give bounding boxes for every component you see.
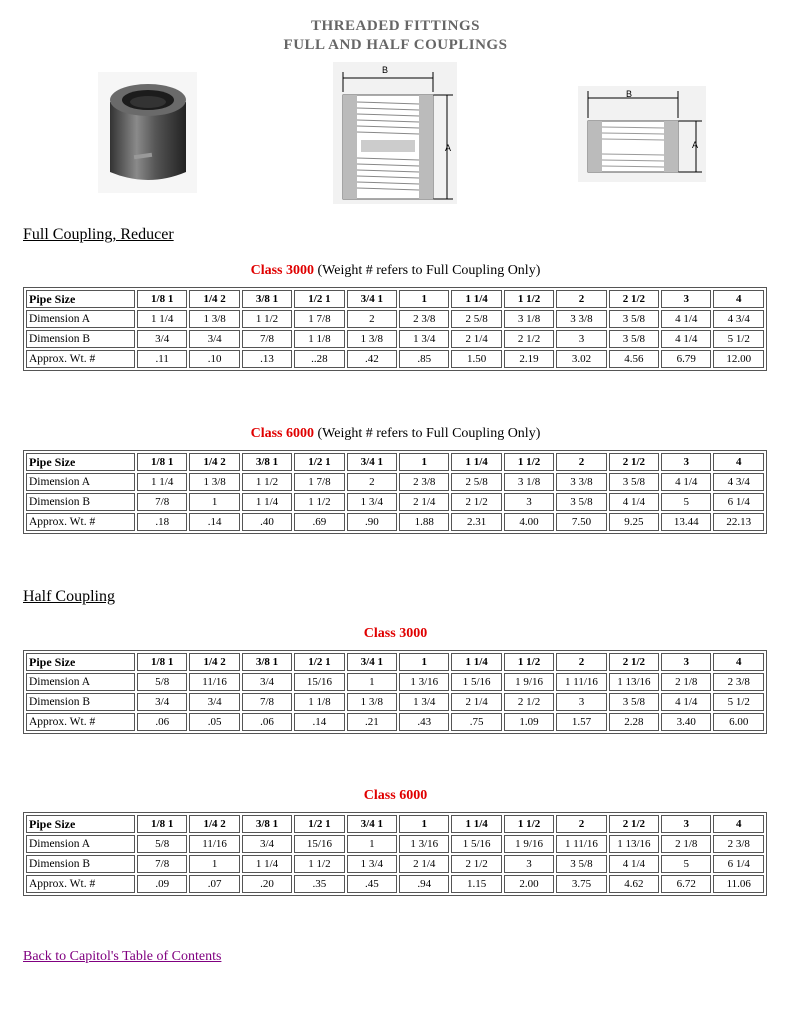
table-cell: 1 1/4 [451,653,501,671]
row-label: Pipe Size [26,290,135,308]
table-cell: 1.50 [451,350,501,368]
dim-b-label-half: B [626,89,633,99]
table-cell: .45 [347,875,397,893]
table-cell: 12.00 [713,350,764,368]
class-label: Class 3000 [363,626,428,641]
table-cell: 4.62 [609,875,659,893]
table-cell: 5 1/2 [713,330,764,348]
table-cell: 2.00 [504,875,554,893]
table-cell: 1 [399,453,449,471]
table-cell: 5 [661,493,711,511]
table-row [26,330,764,348]
table-cell: 1 13/16 [609,835,659,853]
table-cell: 2 1/2 [504,330,554,348]
table-row [26,673,764,691]
table-cell: 5/8 [137,673,187,691]
table-cell: 3 1/8 [504,310,554,328]
table-cell: 1 5/16 [451,835,501,853]
table-cell: 2 1/2 [609,653,659,671]
table-cell: 1/2 1 [294,653,344,671]
table-cell: 2.19 [504,350,554,368]
table-cell: 1/4 2 [189,290,239,308]
table-cell: 3 5/8 [609,473,659,491]
class-label: Class 3000 [250,263,315,278]
header-row [26,290,764,308]
table-cell: .35 [294,875,344,893]
section-full-coupling: Full Coupling, Reducer [23,226,174,243]
table-cell: .14 [189,513,239,531]
table-cell: 1 1/4 [137,310,187,328]
table-cell: .18 [137,513,187,531]
row-label: Dimension A [26,835,135,853]
table-cell: 1 3/8 [189,310,239,328]
table-cell: .07 [189,875,239,893]
table-cell: 2 [556,653,606,671]
table-cell: 9.25 [609,513,659,531]
table-cell: 1 1/4 [242,493,292,511]
table-cell: 1 3/4 [399,330,449,348]
table-cell: 6.00 [713,713,764,731]
row-label: Approx. Wt. # [26,713,135,731]
table-cell: 1 1/2 [242,310,292,328]
table-cell: .85 [399,350,449,368]
table-cell: 1/2 1 [294,290,344,308]
table-cell: 3 [661,453,711,471]
table-cell: 7/8 [242,330,292,348]
table-cell: 4 1/4 [661,693,711,711]
table-cell: 1 3/8 [347,330,397,348]
table-cell: 1 9/16 [504,835,554,853]
table-cell: 22.13 [713,513,764,531]
spec-table [23,287,767,371]
table-cell: 4 [713,290,764,308]
table-cell: 4 3/4 [713,310,764,328]
table-cell: 2 1/4 [399,855,449,873]
half-coupling-diagram [578,86,706,182]
table-cell: 2 1/2 [609,290,659,308]
table-cell: 1/4 2 [189,815,239,833]
table-cell: 1 1/8 [294,330,344,348]
table-cell: 3/8 1 [242,815,292,833]
table-cell: 2 [556,815,606,833]
table-cell: 1 3/16 [399,835,449,853]
table-cell: 1 [347,673,397,691]
table-cell: 2 [347,473,397,491]
table-cell: 1 3/4 [347,493,397,511]
table-cell: 1 [399,815,449,833]
table-cell: 1/8 1 [137,653,187,671]
table-cell: 2.28 [609,713,659,731]
table-cell: 1 1/4 [137,473,187,491]
header-row [26,453,764,471]
class-heading [0,263,791,279]
table-cell: 1 5/16 [451,673,501,691]
table-cell: 3 3/8 [556,310,606,328]
section-half-coupling: Half Coupling [23,588,115,605]
table-cell: 1 [189,855,239,873]
table-row [26,493,764,511]
row-label: Dimension B [26,855,135,873]
table-cell: 3.02 [556,350,606,368]
table-cell: 3 [556,693,606,711]
table-cell: 4.56 [609,350,659,368]
table-cell: 4 1/4 [609,855,659,873]
table-cell: 2 1/8 [661,835,711,853]
table-cell: 11/16 [189,835,239,853]
table-cell: 6 1/4 [713,855,764,873]
page-subtitle: FULL AND HALF COUPLINGS [283,37,508,53]
table-cell: 3/4 [137,330,187,348]
table-cell: 1 3/4 [347,855,397,873]
row-label: Approx. Wt. # [26,513,135,531]
table-cell: 1 1/8 [294,693,344,711]
table-cell: 2 3/8 [399,310,449,328]
table-cell: 3 5/8 [556,493,606,511]
table-row [26,513,764,531]
row-label: Pipe Size [26,453,135,471]
table-row [26,693,764,711]
table-cell: 1 11/16 [556,835,606,853]
table-cell: 2 1/4 [399,493,449,511]
header-row [26,653,764,671]
table-cell: 11.06 [713,875,764,893]
table-cell: 5 [661,855,711,873]
table-cell: .09 [137,875,187,893]
table-cell: 2 [556,453,606,471]
table-cell: 3 [504,493,554,511]
full-coupling-diagram [333,62,457,204]
table-cell: 2 [556,290,606,308]
dim-a-label: A [445,143,452,153]
spec-table [23,812,767,896]
table-cell: 2 1/8 [661,673,711,691]
page-title: THREADED FITTINGS [311,18,480,34]
table-cell: 7/8 [242,693,292,711]
table-cell: 3 5/8 [609,330,659,348]
table-cell: 3/8 1 [242,453,292,471]
table-cell: .10 [189,350,239,368]
table-cell: 15/16 [294,673,344,691]
table-cell: 4 [713,653,764,671]
table-cell: 2 3/8 [399,473,449,491]
table-cell: 4 1/4 [609,493,659,511]
class-label: Class 6000 [363,788,428,803]
table-cell: 3/4 [137,693,187,711]
table-cell: 3 3/8 [556,473,606,491]
table-cell: 3.40 [661,713,711,731]
class-label: Class 6000 [250,426,315,441]
table-cell: 2 1/2 [451,493,501,511]
table-cell: .42 [347,350,397,368]
table-cell: .40 [242,513,292,531]
table-cell: .05 [189,713,239,731]
table-cell: .14 [294,713,344,731]
table-cell: 2 1/4 [451,693,501,711]
class-heading [0,626,791,642]
table-cell: 2 [347,310,397,328]
table-cell: 1 1/4 [451,453,501,471]
spec-table [23,650,767,734]
table-cell: .13 [242,350,292,368]
coupling-photo [98,72,197,193]
table-cell: 3.75 [556,875,606,893]
table-cell: 4 1/4 [661,473,711,491]
table-cell: 15/16 [294,835,344,853]
row-label: Dimension A [26,673,135,691]
table-cell: .11 [137,350,187,368]
table-cell: 2 1/2 [609,453,659,471]
table-cell: 4 [713,453,764,471]
table-row [26,835,764,853]
table-cell: 1 3/16 [399,673,449,691]
table-cell: 3 [661,815,711,833]
table-cell: 4 1/4 [661,330,711,348]
table-cell: .90 [347,513,397,531]
table-cell: 1 1/4 [242,855,292,873]
table-cell: 3 1/8 [504,473,554,491]
header-row [26,815,764,833]
table-cell: 1 1/4 [451,815,501,833]
table-cell: 1 1/2 [294,855,344,873]
dim-a-label-half: A [692,140,699,150]
table-cell: 3 5/8 [609,310,659,328]
table-cell: 6.79 [661,350,711,368]
table-cell: 4 1/4 [661,310,711,328]
table-cell: 2 3/8 [713,673,764,691]
spec-table [23,450,767,534]
table-cell: 1 1/2 [504,815,554,833]
table-cell: 3/4 1 [347,453,397,471]
table-cell: 1 7/8 [294,473,344,491]
table-row [26,350,764,368]
row-label: Dimension A [26,310,135,328]
table-cell: 4 3/4 [713,473,764,491]
row-label: Dimension B [26,330,135,348]
table-cell: 1 1/2 [242,473,292,491]
table-cell: ..28 [294,350,344,368]
table-cell: 1 1/2 [504,453,554,471]
class-heading [0,426,791,442]
table-cell: 4.00 [504,513,554,531]
class-note: (Weight # refers to Full Coupling Only) [314,426,541,441]
table-cell: 1 13/16 [609,673,659,691]
table-cell: 4 [713,815,764,833]
table-cell: 2 1/2 [451,855,501,873]
row-label: Dimension B [26,693,135,711]
class-heading [0,788,791,804]
table-cell: 6.72 [661,875,711,893]
table-cell: 2 1/2 [609,815,659,833]
table-cell: 3/4 1 [347,290,397,308]
table-cell: 1 1/4 [451,290,501,308]
table-cell: 3 [504,855,554,873]
row-label: Approx. Wt. # [26,350,135,368]
table-cell: .20 [242,875,292,893]
table-cell: 3 [661,653,711,671]
row-label: Pipe Size [26,815,135,833]
table-cell: 3/8 1 [242,290,292,308]
back-to-contents-link[interactable]: Back to Capitol's Table of Contents [23,949,222,964]
table-cell: .43 [399,713,449,731]
table-cell: 1/8 1 [137,453,187,471]
table-cell: 1 1/2 [504,290,554,308]
table-cell: 3 5/8 [556,855,606,873]
table-cell: 11/16 [189,673,239,691]
table-row [26,855,764,873]
table-row [26,473,764,491]
table-cell: 3 [556,330,606,348]
table-cell: 1/4 2 [189,453,239,471]
table-cell: 3/4 [189,693,239,711]
table-cell: 7/8 [137,493,187,511]
table-cell: 1 1/2 [504,653,554,671]
table-cell: 1 [189,493,239,511]
table-cell: 3/4 [242,673,292,691]
table-cell: 1 7/8 [294,310,344,328]
table-cell: 2 1/2 [504,693,554,711]
table-row [26,713,764,731]
table-cell: 5 1/2 [713,693,764,711]
table-cell: 3 5/8 [609,693,659,711]
table-row [26,875,764,893]
table-cell: 1 3/4 [399,693,449,711]
table-cell: .69 [294,513,344,531]
row-label: Approx. Wt. # [26,875,135,893]
table-cell: 1.88 [399,513,449,531]
table-cell: 1 3/8 [189,473,239,491]
table-cell: 1 1/2 [294,493,344,511]
table-cell: .21 [347,713,397,731]
table-cell: 1.09 [504,713,554,731]
table-cell: .06 [242,713,292,731]
table-cell: 2 5/8 [451,473,501,491]
table-cell: 1/2 1 [294,453,344,471]
row-label: Pipe Size [26,653,135,671]
table-cell: 13.44 [661,513,711,531]
table-cell: .75 [451,713,501,731]
table-cell: 2 1/4 [451,330,501,348]
table-cell: 7.50 [556,513,606,531]
table-cell: 1/2 1 [294,815,344,833]
table-cell: 3/4 1 [347,653,397,671]
table-cell: 1/4 2 [189,653,239,671]
table-cell: 3/4 1 [347,815,397,833]
table-cell: .94 [399,875,449,893]
table-cell: 1 9/16 [504,673,554,691]
table-cell: 1 [399,290,449,308]
table-cell: 3 [661,290,711,308]
table-cell: 1.57 [556,713,606,731]
table-cell: 1 11/16 [556,673,606,691]
table-cell: 3/8 1 [242,653,292,671]
row-label: Dimension B [26,493,135,511]
table-cell: 6 1/4 [713,493,764,511]
dim-b-label: B [382,65,389,75]
table-row [26,310,764,328]
class-note: (Weight # refers to Full Coupling Only) [314,263,541,278]
table-cell: 7/8 [137,855,187,873]
table-cell: 2 3/8 [713,835,764,853]
table-cell: 1 3/8 [347,693,397,711]
table-cell: .06 [137,713,187,731]
table-cell: 1/8 1 [137,290,187,308]
row-label: Dimension A [26,473,135,491]
table-cell: 3/4 [189,330,239,348]
table-cell: 1.15 [451,875,501,893]
table-cell: 2 5/8 [451,310,501,328]
table-cell: 1 [399,653,449,671]
table-cell: 2.31 [451,513,501,531]
table-cell: 1/8 1 [137,815,187,833]
table-cell: 3/4 [242,835,292,853]
table-cell: 1 [347,835,397,853]
table-cell: 5/8 [137,835,187,853]
